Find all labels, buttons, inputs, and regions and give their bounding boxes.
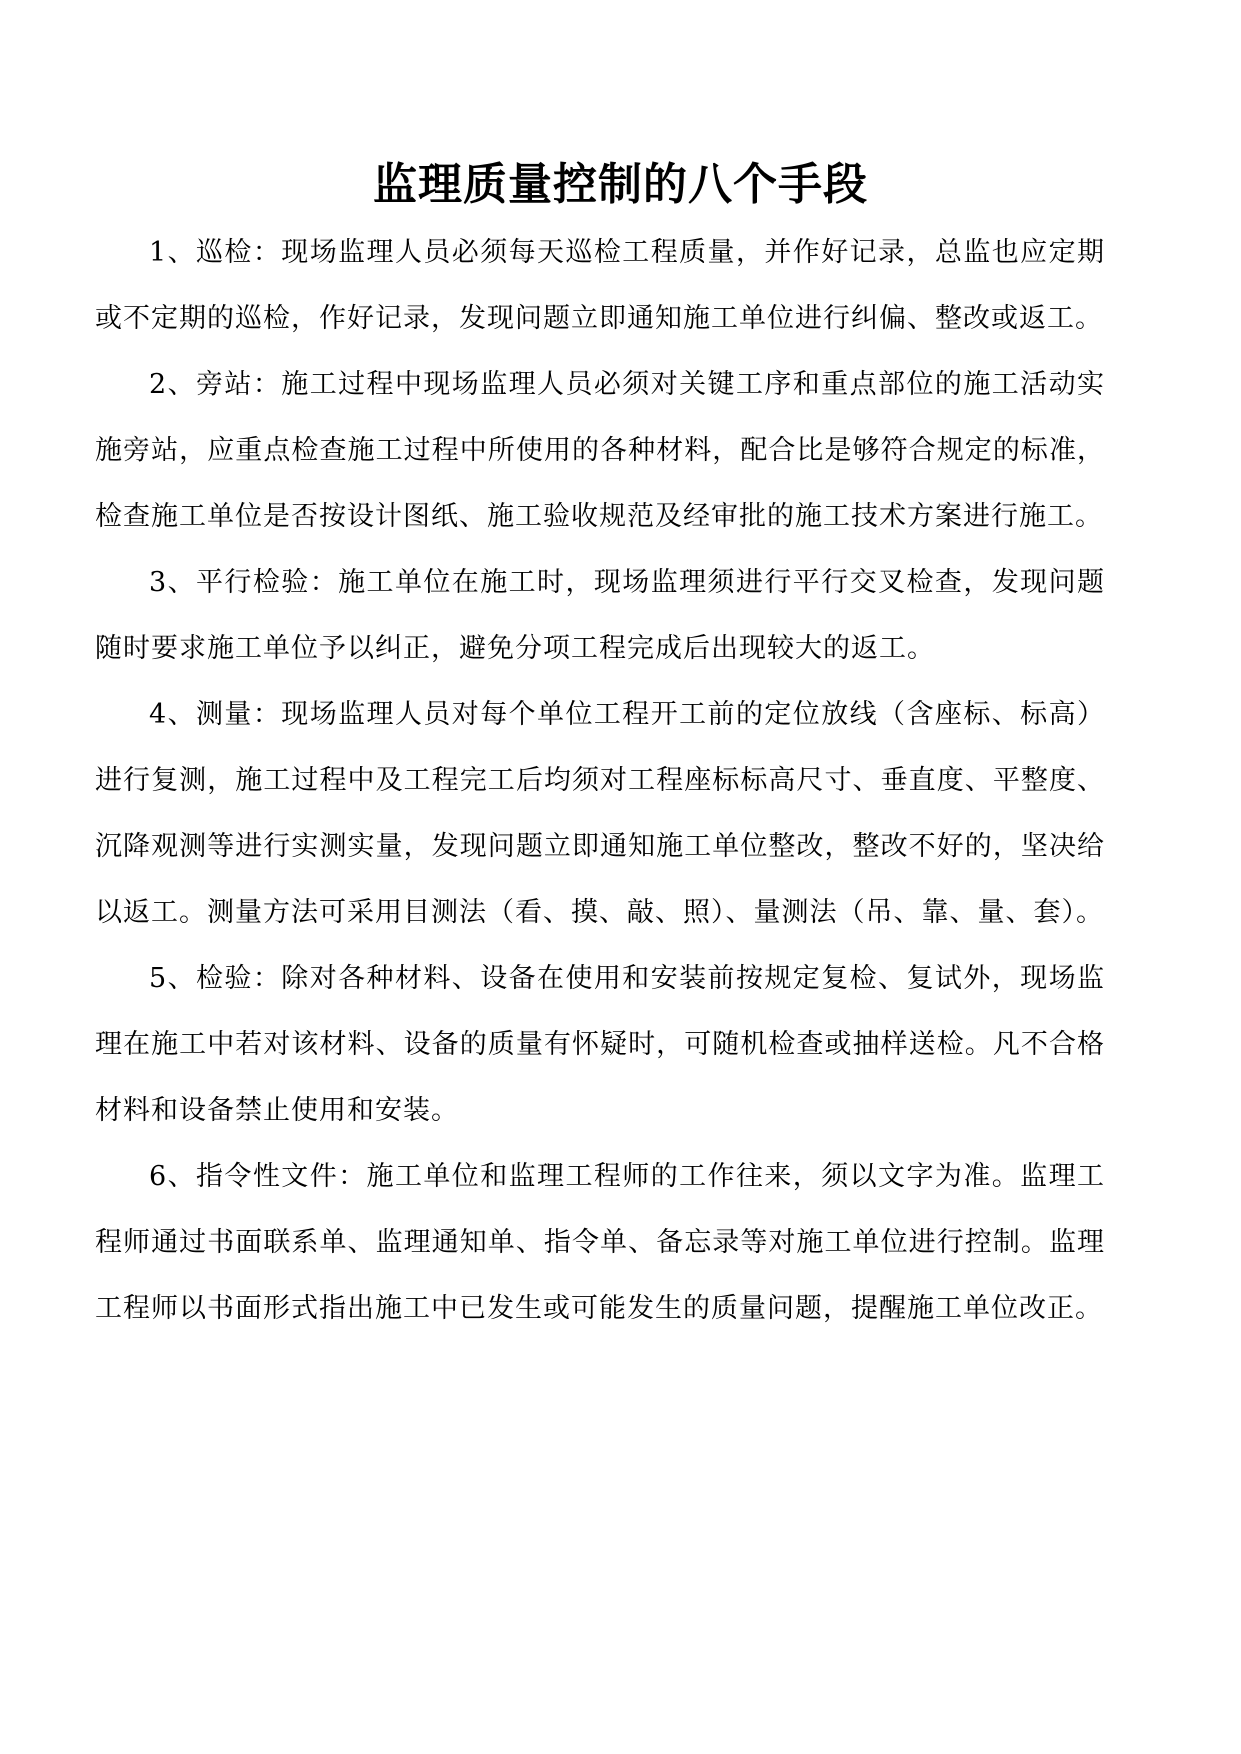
document-body bbox=[95, 220, 1105, 1342]
document-title: 监理质量控制的八个手段 bbox=[373, 159, 868, 210]
paragraph-parallel-check: 3、平行检验：施工单位在施工时，现场监理须进行平行交叉检查，发现问题随时要求施工单位予以纠正，避免分项工程完成后出现较大的返工。 bbox=[95, 567, 1105, 664]
paragraph-testing: 5、检验：除对各种材料、设备在使用和安装前按规定复检、复试外，现场监理在施工中若对该材料、设备的质量有怀疑时，可随机检查或抽样送检。凡不合格材料和设备禁止使用和安装。 bbox=[95, 963, 1105, 1126]
paragraph-side-station: 2、旁站：施工过程中现场监理人员必须对关键工序和重点部位的施工活动实施旁站，应重点检查施工过程中所使用的各种材料，配合比是够符合规定的标准，检查施工单位是否按设计图纸、施工验收规范及经审批的施工技术方案进行施工。 bbox=[95, 369, 1105, 532]
paragraph-inspection: 1、巡检：现场监理人员必须每天巡检工程质量，并作好记录，总监也应定期或不定期的巡检，作好记录，发现问题立即通知施工单位进行纠偏、整改或返工。 bbox=[95, 237, 1105, 334]
paragraph-directive-documents: 6、指令性文件：施工单位和监理工程师的工作往来，须以文字为准。监理工程师通过书面联系单、监理通知单、指令单、备忘录等对施工单位进行控制。监理工程师以书面形式指出施工中已发生或可能发生的质量问题，提醒施工单位改正。 bbox=[95, 1161, 1105, 1324]
paragraph-measurement: 4、测量：现场监理人员对每个单位工程开工前的定位放线（含座标、标高）进行复测，施工过程中及工程完工后均须对工程座标标高尺寸、垂直度、平整度、沉降观测等进行实测实量，发现问题立即通知施工单位整改，整改不好的，坚决给以返工。测量方法可采用目测法（看、摸、敲、照）、量测法（吊、靠、量、套）。 bbox=[95, 699, 1105, 928]
